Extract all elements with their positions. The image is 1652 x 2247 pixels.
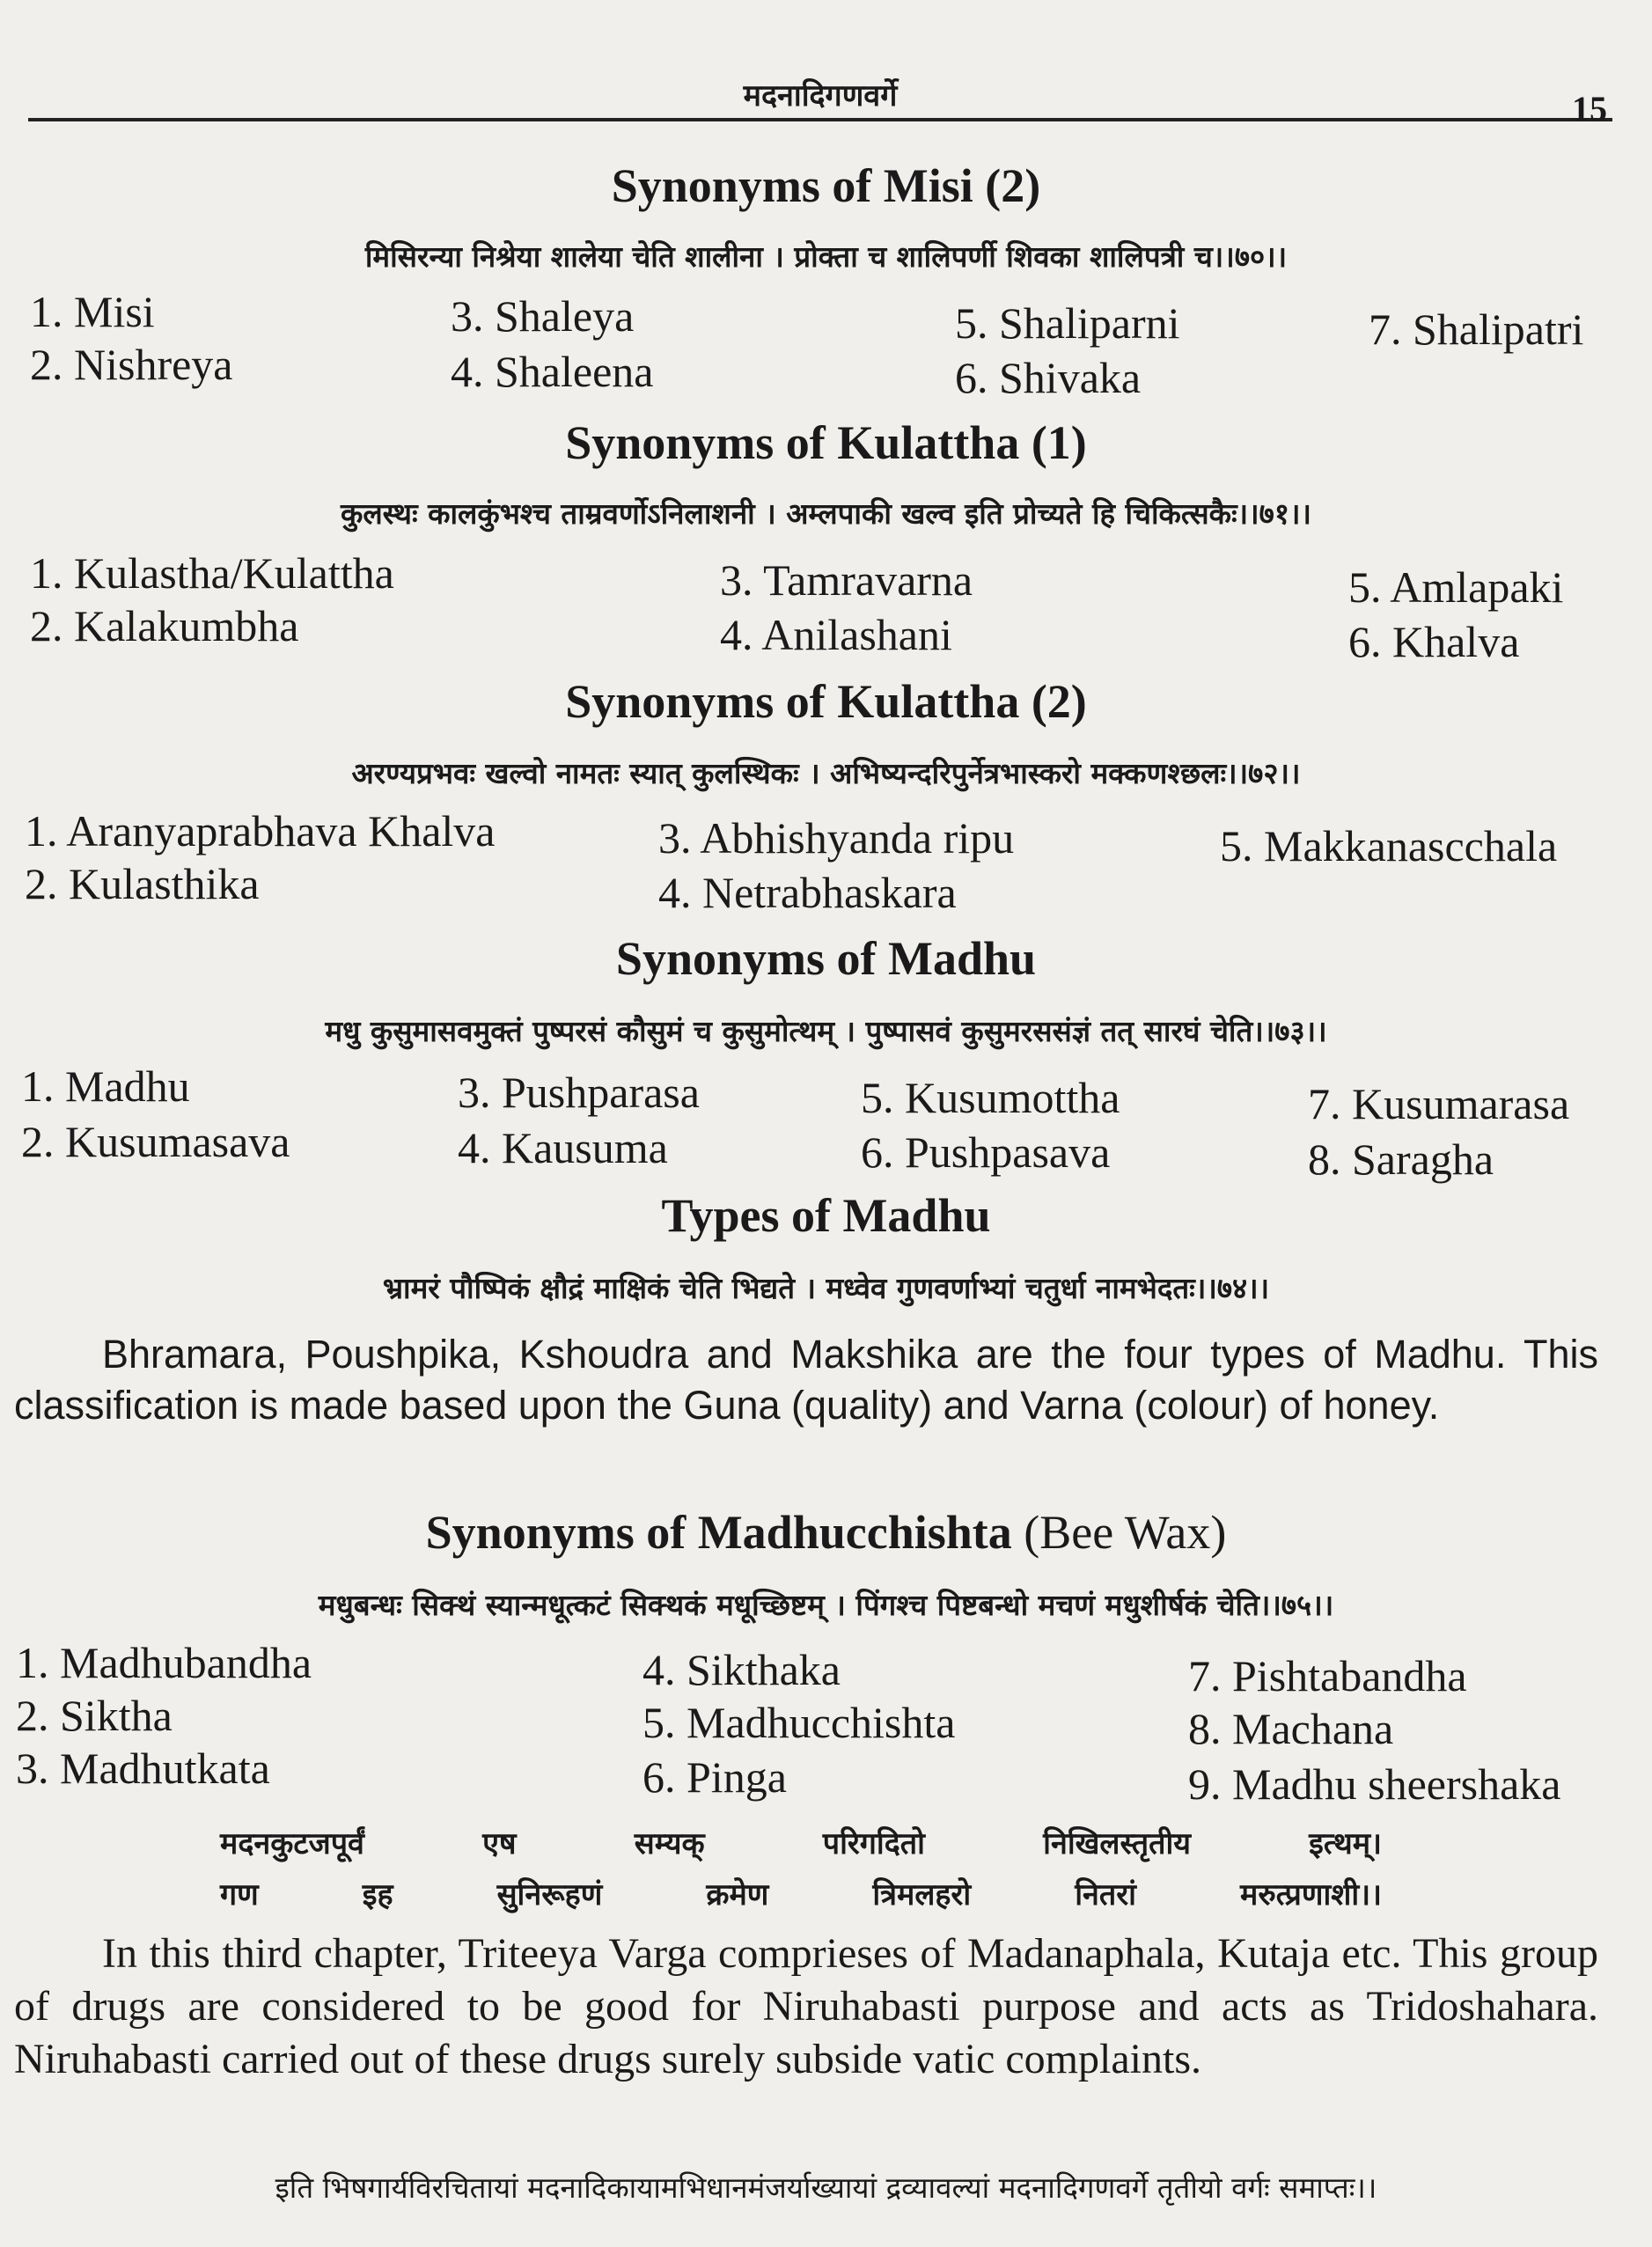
list-item: 6. Pinga (642, 1752, 787, 1802)
section-heading-madhucchishta (0, 1505, 1652, 1560)
section-heading-kulattha-1: Synonyms of Kulattha (1) (565, 416, 1087, 469)
poem-word: गण (220, 1877, 259, 1913)
list-item: 4. Sikthaka (642, 1645, 841, 1694)
madhu-types-text: Bhramara, Poushpika, Kshoudra and Makshika are the four types of Madhu. This classification is made based upon the Guna (quality) and Varna (colour) of honey. (14, 1332, 1598, 1428)
list-item: 1. Aranyaprabhava Khalva (25, 806, 496, 855)
list-item: 3. Abhishyanda ripu (658, 813, 1015, 863)
chapter-summary-text: In this third chapter, Triteeya Varga comprieses of Madanaphala, Kutaja etc. This group of drugs are considered to be good for Niruhabasti purpose and acts as Tridoshahara. Niruhabasti carried out of these drugs surely subside vatic complaints. (14, 1930, 1598, 2082)
list-item: 3. Pushparasa (458, 1068, 700, 1117)
list-item: 7. Kusumarasa (1308, 1079, 1570, 1128)
poem-word: सुनिरूहणं (496, 1877, 603, 1913)
list-item: 2. Kalakumbha (30, 601, 299, 650)
poem-word: एष (482, 1826, 517, 1861)
list-item: 2. Kulasthika (25, 859, 260, 908)
heading-normal-part: (Bee Wax) (1024, 1506, 1227, 1559)
poem-word: नितरां (1075, 1877, 1136, 1913)
poem-line-1 (220, 1822, 1382, 1862)
list-item: 8. Machana (1188, 1704, 1394, 1753)
list-item: 3. Shaleya (451, 291, 635, 341)
poem-word: मदनकुटजपूर्वं (220, 1826, 364, 1861)
running-head-title: मदनादिगणवर्गे (743, 78, 898, 114)
verse-73: मधु कुसुमासवमुक्तं पुष्परसं कौसुमं च कुसुमोत्थम् । पुष्पासवं कुसुमरससंज्ञं तत् सारघं चेति।।७३।। (325, 1014, 1327, 1048)
list-item: 8. Saragha (1308, 1135, 1494, 1184)
poem-line-2 (220, 1873, 1382, 1913)
list-item: 6. Khalva (1348, 617, 1520, 666)
list-item: 6. Shivaka (955, 353, 1142, 402)
poem-word: इह (362, 1877, 393, 1913)
heading-bold-part: Synonyms of Madhucchishta (425, 1506, 1012, 1559)
list-item: 3. Madhutkata (16, 1744, 270, 1793)
poem-word: परिगदितो (822, 1826, 925, 1861)
list-item: 4. Kausuma (458, 1123, 668, 1172)
list-item: 7. Shalipatri (1369, 305, 1584, 354)
list-item: 4. Netrabhaskara (658, 868, 957, 917)
list-item: 2. Nishreya (30, 340, 233, 389)
verse-71: कुलस्थः कालकुंभश्च ताम्रवर्णोऽनिलाशनी । अम्लपाकी खल्व इति प्रोच्यते हि चिकित्सकैः।।७१।। (340, 496, 1312, 531)
section-heading-madhu: Synonyms of Madhu (615, 932, 1037, 985)
list-item: 9. Madhu sheershaka (1188, 1759, 1561, 1809)
poem-word: त्रिमलहरो (872, 1877, 972, 1913)
poem-word: मरुत्प्रणाशी।। (1240, 1877, 1382, 1913)
list-item: 7. Pishtabandha (1188, 1651, 1467, 1700)
running-head (28, 69, 1612, 129)
list-item: 5. Amlapaki (1348, 562, 1564, 612)
list-item: 5. Kusumottha (861, 1073, 1120, 1122)
poem-word: सम्यक् (634, 1826, 705, 1861)
poem-word: निखिलस्तृतीय (1043, 1826, 1191, 1861)
list-item: 6. Pushpasava (861, 1127, 1111, 1177)
list-item: 3. Tamravarna (720, 555, 973, 605)
closing-colophon: इति भिषगार्यविरचितायां मदनादिकायामभिधानमंजर्याख्यायां द्रव्यावल्यां मदनादिगणवर्गे तृतीयो वर्गः समाप्तः।। (275, 2170, 1377, 2205)
verse-70: मिसिरन्या निश्रेया शालेया चेति शालीना । प्रोक्ता च शालिपर्णी शिवका शालिपत्री च।।७०।। (364, 239, 1288, 274)
list-item: 5. Madhucchishta (642, 1698, 956, 1747)
list-item: 2. Kusumasava (21, 1117, 290, 1166)
list-item: 5. Makkanascchala (1220, 821, 1558, 870)
section-heading-types-of-madhu: Types of Madhu (661, 1189, 991, 1242)
list-item: 4. Anilashani (720, 610, 952, 659)
section-heading-misi: Synonyms of Misi (2) (611, 159, 1041, 212)
page-number: 15 (1572, 89, 1607, 129)
chapter-summary-paragraph (14, 1928, 1598, 2086)
list-item: 1. Madhu (21, 1061, 190, 1111)
list-item: 2. Siktha (16, 1691, 173, 1740)
list-item: 1. Kulastha/Kulattha (30, 548, 394, 598)
poem-word: इत्थम्। (1309, 1826, 1382, 1861)
list-item: 1. Madhubandha (16, 1638, 312, 1687)
list-item: 4. Shaleena (451, 347, 654, 396)
madhu-types-paragraph (14, 1329, 1598, 1431)
poem-word: क्रमेण (706, 1877, 769, 1913)
verse-75: मधुबन्धः सिक्थं स्यान्मधूत्कटं सिक्थकं मधूच्छिष्टम् । पिंगश्च पिष्टबन्धो मचणं मधुशीर्षकं चेति।।७५।। (318, 1588, 1334, 1622)
verse-72: अरण्यप्रभवः खल्वो नामतः स्यात् कुलस्थिकः । अभिष्यन्दरिपुर्नेत्रभास्करो मक्कणश्छलः।।७२।। (351, 756, 1301, 790)
section-heading-kulattha-2: Synonyms of Kulattha (2) (565, 675, 1087, 728)
list-item: 1. Misi (30, 287, 155, 336)
verse-74: भ्रामरं पौष्पिकं क्षौद्रं माक्षिकं चेति भिद्यते । मध्वेव गुणवर्णाभ्यां चतुर्धा नामभेदतः।।७४।। (382, 1271, 1270, 1305)
list-item: 5. Shaliparni (955, 298, 1180, 348)
